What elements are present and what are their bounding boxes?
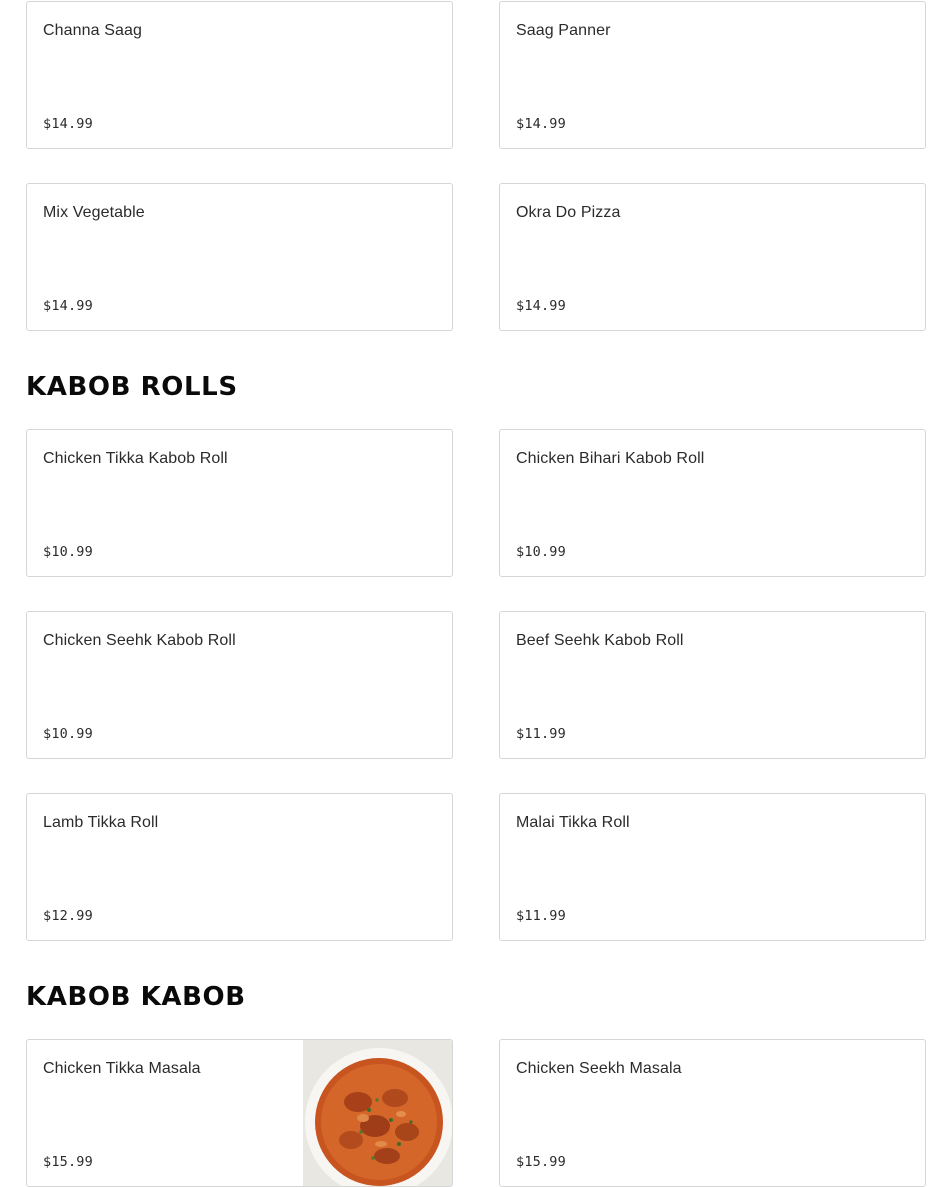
menu-item-card[interactable] [499, 1039, 926, 1187]
menu-item-card[interactable] [26, 183, 453, 331]
menu-item-price: $12.99 [43, 908, 93, 924]
menu-item-price: $15.99 [43, 1154, 93, 1170]
menu-item-card[interactable] [26, 1039, 453, 1187]
menu-item-name: Chicken Bihari Kabob Roll [516, 450, 705, 467]
menu-item-card[interactable] [26, 1, 453, 149]
menu-item-name: Channa Saag [43, 22, 142, 39]
food-photo-illustration [303, 1040, 452, 1187]
menu-item-name: Chicken Tikka Kabob Roll [43, 450, 228, 467]
menu-item-name: Malai Tikka Roll [516, 814, 630, 831]
menu-item-price: $10.99 [516, 544, 566, 560]
menu-item-name: Chicken Seekh Masala [516, 1060, 682, 1077]
menu-item-card[interactable] [499, 793, 926, 941]
menu-item-card[interactable] [499, 1, 926, 149]
menu-item-name: Chicken Tikka Masala [43, 1060, 201, 1077]
menu-item-price: $14.99 [43, 298, 93, 314]
menu-item-name: Chicken Seehk Kabob Roll [43, 632, 236, 649]
menu-item-card[interactable] [26, 429, 453, 577]
menu-item-price: $14.99 [516, 116, 566, 132]
menu-item-card[interactable] [26, 611, 453, 759]
menu-item-name: Saag Panner [516, 22, 611, 39]
menu-item-price: $10.99 [43, 726, 93, 742]
menu-item-name: Mix Vegetable [43, 204, 145, 221]
menu-item-price: $15.99 [516, 1154, 566, 1170]
menu-item-card[interactable] [499, 611, 926, 759]
menu-item-price: $11.99 [516, 726, 566, 742]
menu-item-name: Lamb Tikka Roll [43, 814, 159, 831]
menu-item-name: Okra Do Pizza [516, 204, 621, 221]
menu-item-price: $14.99 [516, 298, 566, 314]
menu-item-price: $10.99 [43, 544, 93, 560]
menu-item-card[interactable] [499, 183, 926, 331]
menu-item-price: $14.99 [43, 116, 93, 132]
menu-item-name: Beef Seehk Kabob Roll [516, 632, 684, 649]
chicken-tikka-masala-photo[interactable] [303, 1040, 452, 1187]
section-heading: KABOB ROLLS [26, 372, 238, 402]
menu-item-price: $11.99 [516, 908, 566, 924]
menu-item-card[interactable] [499, 429, 926, 577]
section-heading: KABOB KABOB [26, 982, 246, 1012]
menu-item-card[interactable] [26, 793, 453, 941]
